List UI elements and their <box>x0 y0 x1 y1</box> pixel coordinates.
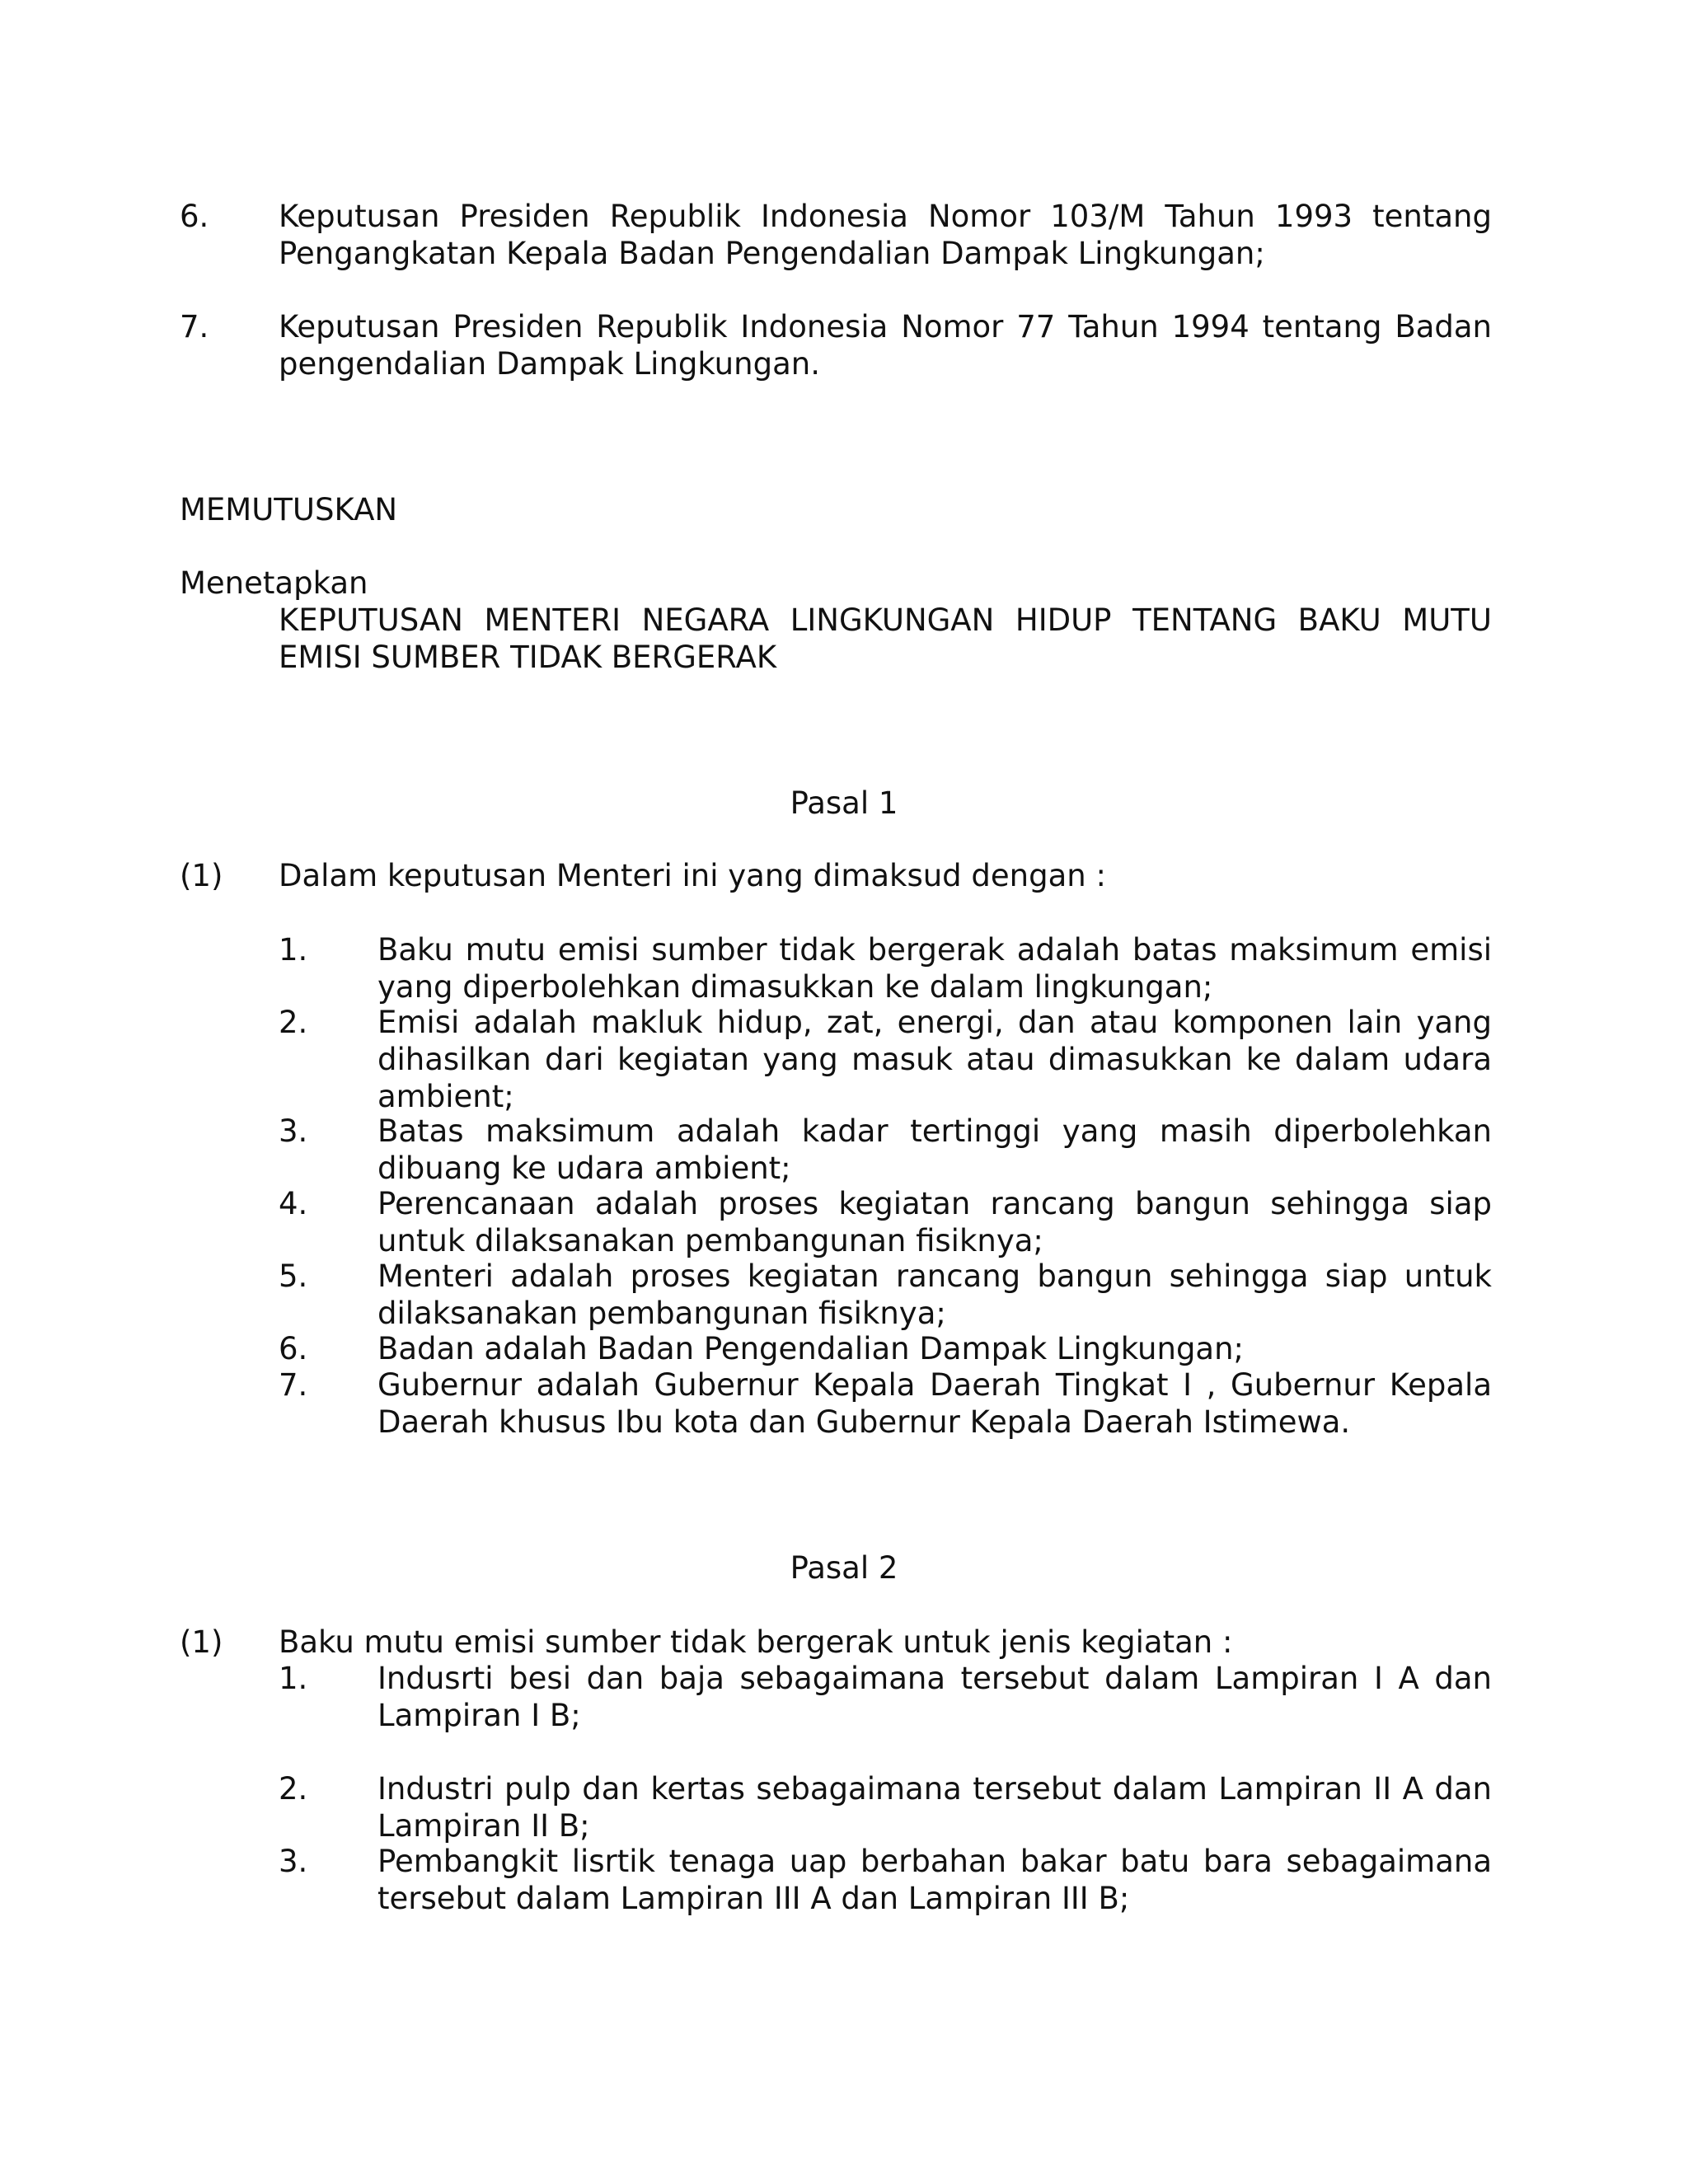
paragraph-intro: Baku mutu emisi sumber tidak bergerak untuk jenis kegiatan : <box>279 1624 1233 1660</box>
paragraph-number: (1) <box>180 1624 223 1660</box>
definition-text: Emisi adalah makluk hidup, zat, energi, dan atau komponen lain yang dihasilkan dari kegiatan yang masuk atau dimasukkan ke dalam udara ambient; <box>377 1005 1492 1114</box>
paragraph-number: (1) <box>180 858 223 893</box>
definition-number: 7. <box>279 1367 308 1403</box>
definition-text: Perencanaan adalah proses kegiatan rancang bangun sehingga siap untuk dilaksanakan pembangunan fisiknya; <box>377 1186 1492 1258</box>
definition-number: 2. <box>279 1005 308 1040</box>
activity-number: 1. <box>279 1661 308 1696</box>
activity-number: 2. <box>279 1771 308 1807</box>
definition-number: 4. <box>279 1186 308 1221</box>
definition-text: Baku mutu emisi sumber tidak bergerak adalah batas maksimum emisi yang diperbolehkan dimasukkan ke dalam lingkungan; <box>377 932 1492 1005</box>
reference-number: 6. <box>180 199 209 234</box>
definition-text: Gubernur adalah Gubernur Kepala Daerah Tingkat I , Gubernur Kepala Daerah khusus Ibu kota dan Gubernur Kepala Daerah Istimewa. <box>377 1367 1492 1440</box>
definition-text: Badan adalah Badan Pengendalian Dampak Lingkungan; <box>377 1331 1245 1366</box>
activity-number: 3. <box>279 1844 308 1879</box>
decision-title: KEPUTUSAN MENTERI NEGARA LINGKUNGAN HIDUP TENTANG BAKU MUTU EMISI SUMBER TIDAK BERGERAK <box>279 602 1492 675</box>
reference-text: Keputusan Presiden Republik Indonesia Nomor 77 Tahun 1994 tentang Badan pengendalian Dampak Lingkungan. <box>279 309 1492 382</box>
definition-text: Batas maksimum adalah kadar tertinggi yang masih diperbolehkan dibuang ke udara ambient; <box>377 1113 1492 1186</box>
reference-text: Keputusan Presiden Republik Indonesia Nomor 103/M Tahun 1993 tentang Pengangkatan Kepala Badan Pengendalian Dampak Lingkungan; <box>279 199 1492 271</box>
establish-label: Menetapkan <box>180 565 368 601</box>
definition-number: 5. <box>279 1258 308 1294</box>
activity-text: Industri pulp dan kertas sebagaimana tersebut dalam Lampiran II A dan Lampiran II B; <box>377 1771 1492 1844</box>
article-title-2: Pasal 2 <box>790 1550 898 1586</box>
paragraph-intro: Dalam keputusan Menteri ini yang dimaksud dengan : <box>279 858 1106 893</box>
activity-text: Indusrti besi dan baja sebagaimana tersebut dalam Lampiran I A dan Lampiran I B; <box>377 1661 1492 1733</box>
reference-number: 7. <box>180 309 209 344</box>
decision-heading: MEMUTUSKAN <box>180 492 398 527</box>
definition-number: 1. <box>279 932 308 968</box>
article-title-1: Pasal 1 <box>790 785 898 821</box>
activity-text: Pembangkit lisrtik tenaga uap berbahan bakar batu bara sebagaimana tersebut dalam Lampiran III A dan Lampiran III B; <box>377 1844 1492 1916</box>
definition-number: 3. <box>279 1113 308 1149</box>
definition-text: Menteri adalah proses kegiatan rancang bangun sehingga siap untuk dilaksanakan pembangunan fisiknya; <box>377 1258 1492 1331</box>
definition-number: 6. <box>279 1331 308 1366</box>
